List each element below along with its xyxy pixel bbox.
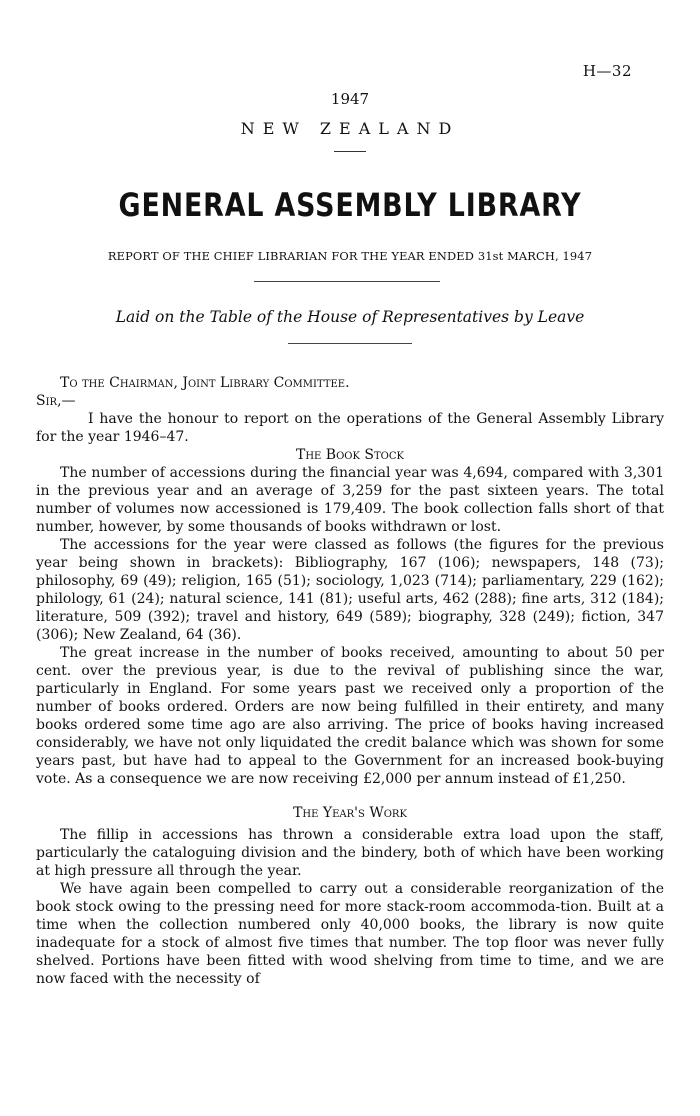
page-title: GENERAL ASSEMBLY LIBRARY xyxy=(118,186,582,224)
divider-rule xyxy=(288,343,412,344)
country-name: NEW ZEALAND xyxy=(240,119,460,138)
report-year: 1947 xyxy=(330,90,370,108)
paragraph: The accessions for the year were classed as follows (the figures for the previous year being shown in brackets): Bibliography, 167 (106); newspapers, 148 (73); philosophy, 69 (49); religion, 165 (51); sociology, 1,023 (714); parliamentary, 229 (162); philology, 61 (24); natural science, 141 (81); useful arts, 462 (288); fine arts, 312 (184); literature, 509 (392); travel and history, 649 (589); biography, 328 (249); fiction, 347 (306); New Zealand, 64 (36). xyxy=(36,537,664,643)
divider-rule xyxy=(254,281,440,282)
divider-rule xyxy=(334,151,366,152)
paragraph: The number of accessions during the financial year was 4,694, compared with 3,301 in the previous year and an average of 3,259 for the past sixteen years. The total number of volumes now accessioned is 179,409. The book collection falls short of that number, however, by some thousands of books withdrawn or lost. xyxy=(36,465,664,535)
opening-paragraph: I have the honour to report on the operations of the General Assembly Library for the year 1946–47. xyxy=(36,411,664,445)
report-subtitle: REPORT OF THE CHIEF LIBRARIAN FOR THE YEAR ENDED 31st MARCH, 1947 xyxy=(107,249,593,263)
section-heading-book-stock: The Book Stock xyxy=(296,447,404,463)
salutation: Sir,— xyxy=(36,393,76,409)
page-reference: H—32 xyxy=(582,62,632,80)
address-line: To the Chairman, Joint Library Committee. xyxy=(60,375,350,391)
paragraph: The fillip in accessions has thrown a considerable extra load upon the staff, particularly the cataloguing division and the bindery, both of which have been working at high pressure all through the year. xyxy=(36,827,664,879)
section-heading-years-work: The Year's Work xyxy=(293,805,407,821)
paragraph: We have again been compelled to carry out a considerable reorganization of the book stock owing to the pressing need for more stack-room accommoda-tion. Built at a time when the collection numbered only 40,000 books, the library is now quite inadequate for a stock of almost five times that number. The top floor was never fully shelved. Portions have been fitted with wood shelving from time to time, and we are now faced with the necessity of xyxy=(36,881,664,987)
paragraph: The great increase in the number of books received, amounting to about 50 per cent. over the previous year, is due to the revival of publishing since the war, particularly in England. For some years past we received only a proportion of the number of books ordered. Orders are now being fulfilled in their entirety, and many books ordered some time ago are also arriving. The price of books having increased considerably, we have not only liquidated the credit balance which was shown for some years past, but have had to appeal to the Government for an increased book-buying vote. As a consequence we are now receiving £2,000 per annum instead of £1,250. xyxy=(36,645,664,787)
laid-on-table-note: Laid on the Table of the House of Representatives by Leave xyxy=(115,308,585,326)
report-body xyxy=(36,374,664,988)
